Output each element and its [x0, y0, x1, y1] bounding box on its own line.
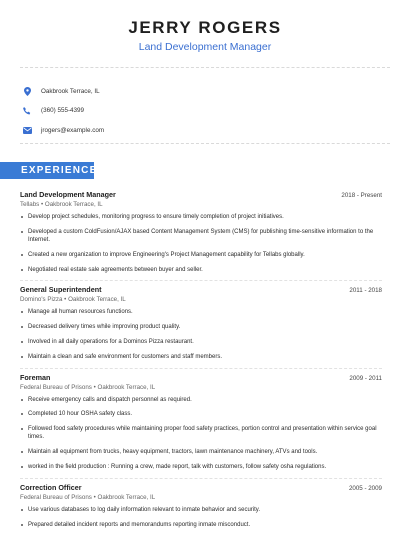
- contact-location-text: Oakbrook Terrace, IL: [41, 87, 100, 95]
- section-heading-text: EXPERIENCE: [21, 165, 98, 176]
- job-location: Oakbrook Terrace, IL: [97, 493, 156, 501]
- job-role: Correction Officer: [20, 482, 82, 492]
- candidate-name: JERRY ROGERS: [128, 18, 282, 37]
- job-dates: 2018 - Present: [341, 192, 382, 199]
- job-location: Oakbrook Terrace, IL: [68, 296, 126, 304]
- contact-email-text: jrogers@example.com: [41, 126, 105, 134]
- job-company: Federal Bureau of Prisons: [20, 383, 92, 391]
- contact-list: [20, 82, 390, 141]
- section-heading-experience: [0, 162, 98, 179]
- job-dates: 2005 - 2009: [348, 484, 382, 492]
- bullet-item: Maintain a clean and safe environment for customers and staff members.: [20, 353, 382, 361]
- job-bullets: [20, 213, 382, 274]
- job-entry: [20, 190, 382, 274]
- job-divider: [20, 478, 382, 479]
- job-company-line: Federal Bureau of Prisons • Oakbrook Terrace, IL: [20, 493, 156, 501]
- job-bullets: [20, 506, 382, 529]
- bullet-item: Receive emergency calls and dispatch personnel as required.: [20, 396, 382, 404]
- bullet-item: Developed a custom ColdFusion/AJAX based Content Management System (CMS) for publishing time-sensitive information to the Internet.: [20, 228, 382, 244]
- bullet-item: Created a new organization to improve Engineering's Project Management capability for Tellabs globally.: [20, 251, 382, 259]
- job-bullets: [20, 308, 382, 361]
- bullet-item: Prepared detailed incident reports and memorandums reporting inmate misconduct.: [20, 521, 382, 529]
- job-company-line: Tellabs • Oakbrook Terrace, IL: [20, 201, 103, 208]
- contact-phone-text: (360) 555-4399: [41, 107, 85, 114]
- job-role: General Superintendent: [20, 285, 102, 295]
- location-pin-icon: [22, 86, 32, 96]
- job-bullets: [20, 396, 382, 472]
- job-role: Land Development Manager: [20, 190, 116, 199]
- bullet-item: Completed 10 hour OSHA safety class.: [20, 410, 382, 418]
- bullet-item: Maintain all equipment from trucks, heavy equipment, tractors, lawn maintenance machinery, ATVs and tools.: [20, 448, 382, 456]
- candidate-title: Land Development Manager: [138, 41, 272, 53]
- job-company-line: Domino's Pizza • Oakbrook Terrace, IL: [20, 296, 126, 304]
- bullet-item: Use various databases to log daily information relevant to inmate behavior and security.: [20, 506, 382, 514]
- job-company: Federal Bureau of Prisons: [20, 493, 92, 501]
- job-entry: [20, 483, 382, 529]
- job-location: Oakbrook Terrace, IL: [97, 383, 156, 391]
- job-dates: 2009 - 2011: [349, 374, 382, 382]
- bullet-item: Manage all human resources functions.: [20, 308, 382, 316]
- contact-phone: [20, 102, 390, 120]
- job-company-line: Federal Bureau of Prisons • Oakbrook Terrace, IL: [20, 383, 156, 391]
- contact-email: [20, 121, 390, 139]
- job-entry: [20, 373, 382, 472]
- job-role: Foreman: [20, 372, 51, 382]
- job-dates: 2011 - 2018: [349, 287, 382, 295]
- bullet-item: worked in the field production : Running a crew, made report, talk with customers, follow safety osha regulations.: [20, 463, 382, 471]
- contact-divider: [20, 143, 390, 144]
- header-divider: [20, 67, 390, 68]
- bullet-item: Develop project schedules, monitoring progress to ensure timely completion of project initiatives.: [20, 213, 382, 221]
- job-company: Tellabs: [20, 201, 40, 208]
- bullet-item: Involved in all daily operations for a Dominos Pizza restaurant.: [20, 338, 382, 346]
- resume-header: [0, 0, 410, 54]
- contact-location: [20, 82, 390, 100]
- bullet-item: Followed food safety procedures while maintaining proper food safety practices, portion control and presentation within service goal times.: [20, 425, 382, 441]
- bullet-item: Negotiated real estate sale agreements between buyer and seller.: [20, 266, 382, 274]
- bullet-item: Decreased delivery times while improving product quality.: [20, 323, 382, 331]
- job-entry: [20, 285, 382, 361]
- job-company: Domino's Pizza: [20, 296, 63, 304]
- experience-list: [20, 190, 382, 535]
- job-location: Oakbrook Terrace, IL: [44, 201, 103, 208]
- email-icon: [22, 125, 32, 135]
- job-divider: [20, 280, 382, 281]
- phone-icon: [22, 106, 32, 116]
- job-divider: [20, 368, 382, 369]
